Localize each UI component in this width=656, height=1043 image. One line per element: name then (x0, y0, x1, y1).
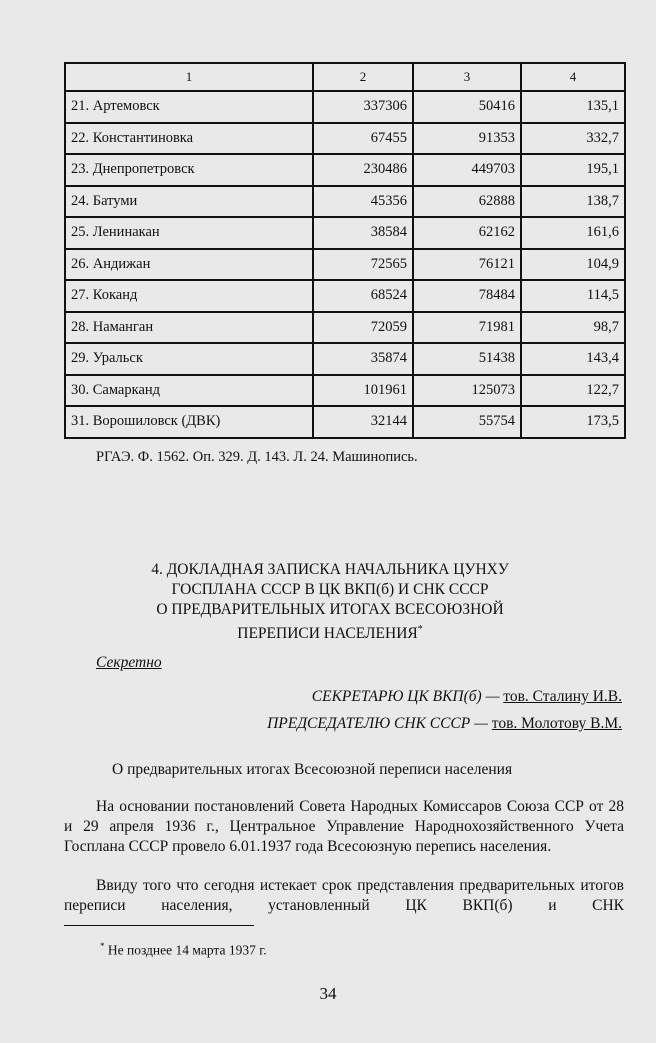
table-row (65, 343, 625, 375)
title-line (100, 620, 560, 644)
body-paragraph: Ввиду того что сегодня истекает срок представления предварительных итогов переписи населения, установленный ЦК ВКП(б) и СНК (64, 877, 624, 914)
value-cell: 449703 (413, 154, 521, 186)
column-header: 1 (65, 63, 313, 91)
footnote-divider (64, 925, 254, 926)
value-cell: 50416 (413, 91, 521, 123)
value-cell: 35874 (313, 343, 413, 375)
city-cell: 24. Батуми (65, 186, 313, 218)
value-cell: 78484 (413, 280, 521, 312)
column-header: 2 (313, 63, 413, 91)
addressee-molotov (267, 715, 622, 733)
addressee-name: тов. Молотову В.М. (491, 715, 622, 732)
city-cell: 26. Андижан (65, 249, 313, 281)
value-cell: 71981 (413, 312, 521, 344)
table-row (65, 375, 625, 407)
city-cell: 23. Днепропетровск (65, 154, 313, 186)
value-cell: 68524 (313, 280, 413, 312)
column-header: 4 (521, 63, 625, 91)
table-row (65, 154, 625, 186)
value-cell: 125073 (413, 375, 521, 407)
value-cell: 72059 (313, 312, 413, 344)
addressee-name: тов. Сталину И.В. (503, 688, 622, 705)
value-cell: 62162 (413, 217, 521, 249)
city-cell: 29. Уральск (65, 343, 313, 375)
value-cell: 101961 (313, 375, 413, 407)
value-cell: 230486 (313, 154, 413, 186)
city-cell: 21. Артемовск (65, 91, 313, 123)
value-cell: 51438 (413, 343, 521, 375)
addressee-title: ПРЕДСЕДАТЕЛЮ СНК СССР — (267, 715, 492, 732)
page-number: 34 (319, 984, 337, 1003)
value-cell: 98,7 (521, 312, 625, 344)
value-cell: 91353 (413, 123, 521, 155)
value-cell: 32144 (313, 406, 413, 438)
value-cell: 161,6 (521, 217, 625, 249)
table-row (65, 406, 625, 438)
value-cell: 62888 (413, 186, 521, 218)
title-line-text: ПЕРЕПИСИ НАСЕЛЕНИЯ (237, 625, 418, 643)
city-cell: 27. Коканд (65, 280, 313, 312)
census-table (64, 62, 626, 439)
value-cell: 38584 (313, 217, 413, 249)
addressee-title: СЕКРЕТАРЮ ЦК ВКП(б) — (311, 688, 504, 705)
table-row (65, 217, 625, 249)
value-cell: 67455 (313, 123, 413, 155)
document-title (100, 560, 560, 644)
table-header-row (65, 63, 625, 91)
city-cell: 25. Ленинакан (65, 217, 313, 249)
value-cell: 337306 (313, 91, 413, 123)
value-cell: 114,5 (521, 280, 625, 312)
table-row (65, 312, 625, 344)
footnote (100, 941, 267, 959)
title-line: ГОСПЛАНА СССР В ЦК ВКП(б) И СНК СССР (171, 581, 489, 598)
value-cell: 55754 (413, 406, 521, 438)
footnote-text: Не позднее 14 марта 1937 г. (107, 942, 267, 958)
table-row (65, 186, 625, 218)
value-cell: 332,7 (521, 123, 625, 155)
value-cell: 135,1 (521, 91, 625, 123)
table-row (65, 123, 625, 155)
value-cell: 122,7 (521, 375, 625, 407)
value-cell: 45356 (313, 186, 413, 218)
table-row (65, 280, 625, 312)
city-cell: 30. Самарканд (65, 375, 313, 407)
city-cell: 22. Константиновка (65, 123, 313, 155)
city-cell: 31. Ворошиловск (ДВК) (65, 406, 313, 438)
value-cell: 76121 (413, 249, 521, 281)
value-cell: 72565 (313, 249, 413, 281)
addressee-stalin (312, 688, 622, 706)
value-cell: 143,4 (521, 343, 625, 375)
subject-line: О предварительных итогах Всесоюзной переписи населения (112, 761, 513, 778)
secrecy-label: Секретно (96, 654, 162, 671)
column-header: 3 (413, 63, 521, 91)
value-cell: 195,1 (521, 154, 625, 186)
table-row (65, 91, 625, 123)
title-line: 4. ДОКЛАДНАЯ ЗАПИСКА НАЧАЛЬНИКА ЦУНХУ (151, 561, 509, 578)
footnote-mark: * (100, 941, 105, 951)
archive-source: РГАЭ. Ф. 1562. Оп. 329. Д. 143. Л. 24. Машинопись. (96, 449, 418, 465)
value-cell: 104,9 (521, 249, 625, 281)
table-row (65, 249, 625, 281)
value-cell: 138,7 (521, 186, 625, 218)
city-cell: 28. Наманган (65, 312, 313, 344)
title-line: О ПРЕДВАРИТЕЛЬНЫХ ИТОГАХ ВСЕСОЮЗНОЙ (156, 601, 504, 618)
footnote-mark: * (417, 624, 423, 635)
body-paragraph: На основании постановлений Совета Народных Комиссаров Союза ССР от 28 и 29 апреля 1936 г., Центральное Управление Народнохозяйственного Учета Госплана СССР провело 6.01.1937 года Всесоюзную перепись населения. (64, 798, 624, 855)
value-cell: 173,5 (521, 406, 625, 438)
